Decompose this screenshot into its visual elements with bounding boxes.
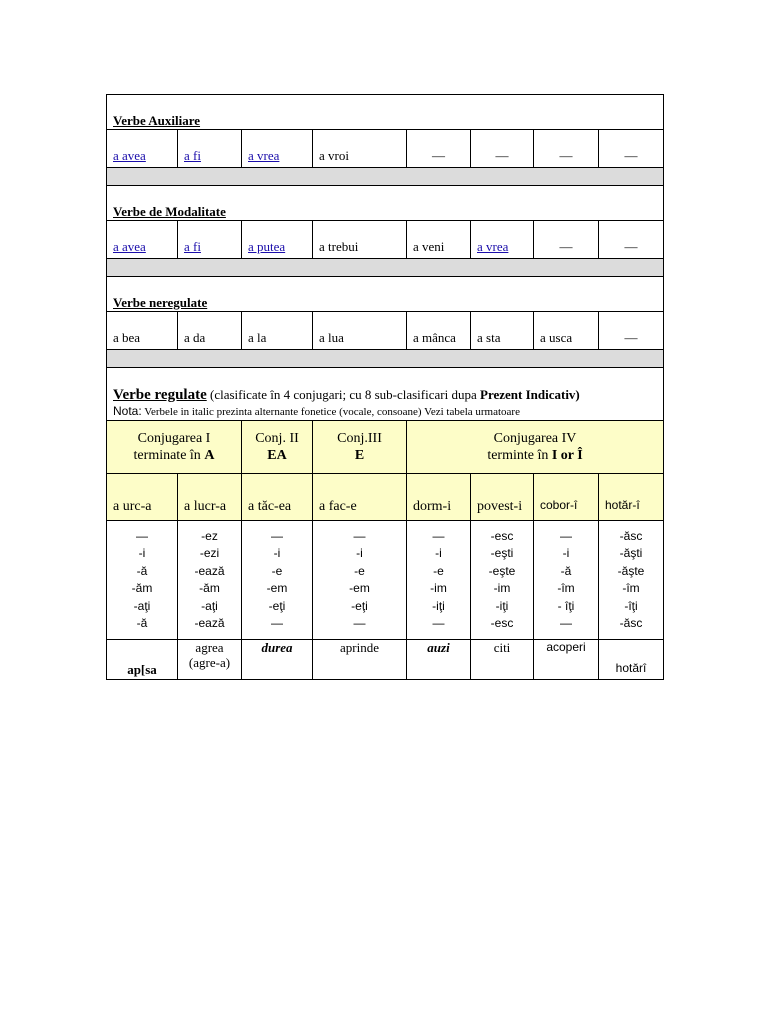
conj-1-line1: Conjugarea I xyxy=(137,431,211,446)
conj-3-header xyxy=(313,421,407,474)
ending-form: -ăsc xyxy=(619,528,643,543)
endings-cell xyxy=(599,521,664,640)
ending-form: -em xyxy=(349,581,370,595)
endings-cell xyxy=(313,521,407,640)
mod-cell[interactable] xyxy=(107,221,178,259)
ending-form: -îţi xyxy=(624,598,638,613)
separator-row xyxy=(107,168,664,186)
conj-3-ending: E xyxy=(354,448,365,463)
ending-form: — xyxy=(271,616,283,630)
infinitive-cell: a lucr-a xyxy=(178,474,242,521)
ending-form: — xyxy=(432,616,445,630)
aux-cell[interactable] xyxy=(178,130,242,168)
conj-4-line2: terminte în xyxy=(487,448,552,463)
ending-form: -i xyxy=(138,546,146,560)
aux-cell: — xyxy=(599,130,664,168)
ending-form: — xyxy=(136,528,148,543)
conj-1-line2: terminate în xyxy=(133,448,205,463)
example-cell: acoperi xyxy=(534,640,599,680)
endings-row xyxy=(107,521,664,640)
example-cell: durea xyxy=(242,640,313,680)
ending-form: -ează xyxy=(194,563,225,578)
ending-form: -ez xyxy=(201,528,218,543)
conj-2-header xyxy=(242,421,313,474)
aux-cell[interactable] xyxy=(107,130,178,168)
infinitive-cell: dorm-i xyxy=(407,474,471,521)
ending-form: -e xyxy=(433,563,444,578)
ending-form: -ăsc xyxy=(619,616,643,630)
ending-form: -e xyxy=(271,563,283,578)
ending-form: -i xyxy=(356,546,363,560)
ending-form: -aţi xyxy=(133,598,151,613)
conj-4-ending: I or Î xyxy=(551,448,583,463)
ending-form: -i xyxy=(273,546,281,560)
reg-subtitle-bold: Prezent Indicativ) xyxy=(480,387,580,402)
ending-form: -ăm xyxy=(131,581,153,595)
ending-form: -em xyxy=(266,581,288,595)
ending-form: -e xyxy=(354,563,365,578)
example-cell: auzi xyxy=(407,640,471,680)
irr-section-header xyxy=(107,277,664,312)
conj-3-line1: Conj.III xyxy=(337,431,382,446)
verb-link[interactable]: a avea xyxy=(113,148,146,163)
ending-form: — xyxy=(353,616,366,630)
mod-cell[interactable] xyxy=(242,221,313,259)
verb-link[interactable]: a vrea xyxy=(477,239,509,254)
aux-cell: — xyxy=(534,130,599,168)
ending-form: -i xyxy=(435,546,442,560)
ending-form: — xyxy=(560,616,572,630)
example-line1: agrea xyxy=(195,640,224,655)
endings-cell xyxy=(407,521,471,640)
ending-form: -îm xyxy=(557,581,575,595)
ending-form: -iţi xyxy=(432,598,445,613)
nota-text: Verbele in italic prezinta alternante fonetice (vocale, consoane) Vezi tabela urmatoare xyxy=(141,406,520,418)
mod-cell: — xyxy=(534,221,599,259)
ending-form: -ă xyxy=(560,563,572,578)
ending-form: -ă xyxy=(136,563,148,578)
separator-row xyxy=(107,350,664,368)
mod-cell: a trebui xyxy=(313,221,407,259)
ending-form: -iţi xyxy=(495,598,509,613)
example-cell: citi xyxy=(471,640,534,680)
endings-cell xyxy=(534,521,599,640)
infinitive-cell: povest-i xyxy=(471,474,534,521)
aux-cell[interactable] xyxy=(242,130,313,168)
verb-link[interactable]: a vrea xyxy=(248,148,280,163)
ending-form: -ă xyxy=(136,616,148,630)
verb-link[interactable]: a fi xyxy=(184,239,201,254)
reg-section-header xyxy=(107,368,664,421)
aux-cell: — xyxy=(407,130,471,168)
conj-1-ending: A xyxy=(204,448,215,463)
ending-form: — xyxy=(271,528,283,543)
ending-form: -eşte xyxy=(488,563,516,578)
ending-form: — xyxy=(353,528,366,543)
reg-subtitle: (clasificate în 4 conjugari; cu 8 sub-clasificari dupa xyxy=(206,387,480,402)
example-cell: ap[sa xyxy=(107,640,178,680)
example-line2: (agre-a) xyxy=(188,655,231,670)
irr-cell: a mânca xyxy=(407,312,471,350)
ending-form: -esc xyxy=(490,528,514,543)
mod-cell[interactable] xyxy=(471,221,534,259)
verb-link[interactable]: a avea xyxy=(113,239,146,254)
irr-cell: — xyxy=(599,312,664,350)
example-cell: aprinde xyxy=(313,640,407,680)
endings-cell xyxy=(471,521,534,640)
infinitive-cell: a tăc-ea xyxy=(242,474,313,521)
irr-cell: a usca xyxy=(534,312,599,350)
conj-1-header xyxy=(107,421,242,474)
verb-link[interactable]: a fi xyxy=(184,148,201,163)
nota-label: Nota: xyxy=(113,404,142,418)
verb-link[interactable]: a putea xyxy=(248,239,286,254)
infinitive-cell: hotăr-î xyxy=(599,474,664,521)
conj-2-line1: Conj. II xyxy=(255,431,299,446)
ending-form: - îţi xyxy=(557,598,575,613)
ending-form: -eţi xyxy=(268,598,286,613)
irr-cell: a sta xyxy=(471,312,534,350)
endings-cell xyxy=(107,521,178,640)
infinitive-cell: cobor-î xyxy=(534,474,599,521)
ending-form: -eşti xyxy=(490,546,514,560)
ending-form: -ăşti xyxy=(619,546,643,560)
aux-section-header xyxy=(107,95,664,130)
ending-form: -ăm xyxy=(199,581,220,595)
infinitive-cell: a urc-a xyxy=(107,474,178,521)
conj-2-ending: EA xyxy=(267,448,287,463)
ending-form: -aţi xyxy=(201,598,218,613)
example-cell: hotărî xyxy=(599,640,664,680)
endings-cell xyxy=(242,521,313,640)
ending-form: -îm xyxy=(622,581,640,595)
ending-form: -eţi xyxy=(351,598,368,613)
mod-cell: — xyxy=(599,221,664,259)
irr-cell: a bea xyxy=(107,312,178,350)
ending-form: -im xyxy=(430,581,447,595)
aux-cell: a vroi xyxy=(313,130,407,168)
ending-form: -i xyxy=(562,546,570,560)
ending-form: — xyxy=(432,528,445,543)
ending-form: — xyxy=(560,528,572,543)
example-cell xyxy=(178,640,242,680)
ending-form: -ăşte xyxy=(617,563,645,578)
irr-cell: a lua xyxy=(313,312,407,350)
conj-4-header xyxy=(407,421,664,474)
conj-4-line1: Conjugarea IV xyxy=(493,431,577,446)
ending-form: -ează xyxy=(194,616,225,630)
mod-cell: a veni xyxy=(407,221,471,259)
verb-table xyxy=(106,94,664,680)
irr-cell: a la xyxy=(242,312,313,350)
mod-section-header xyxy=(107,186,664,221)
ending-form: -ezi xyxy=(199,546,220,560)
reg-title: Verbe regulate xyxy=(113,387,207,403)
ending-form: -esc xyxy=(490,616,514,630)
mod-title: Verbe de Modalitate xyxy=(113,204,226,219)
endings-cell xyxy=(178,521,242,640)
aux-cell: — xyxy=(471,130,534,168)
irr-cell: a da xyxy=(178,312,242,350)
mod-cell[interactable] xyxy=(178,221,242,259)
aux-title: Verbe Auxiliare xyxy=(113,113,201,128)
ending-form: -im xyxy=(493,581,511,595)
irr-title: Verbe neregulate xyxy=(113,295,208,310)
infinitive-cell: a fac-e xyxy=(313,474,407,521)
separator-row xyxy=(107,259,664,277)
